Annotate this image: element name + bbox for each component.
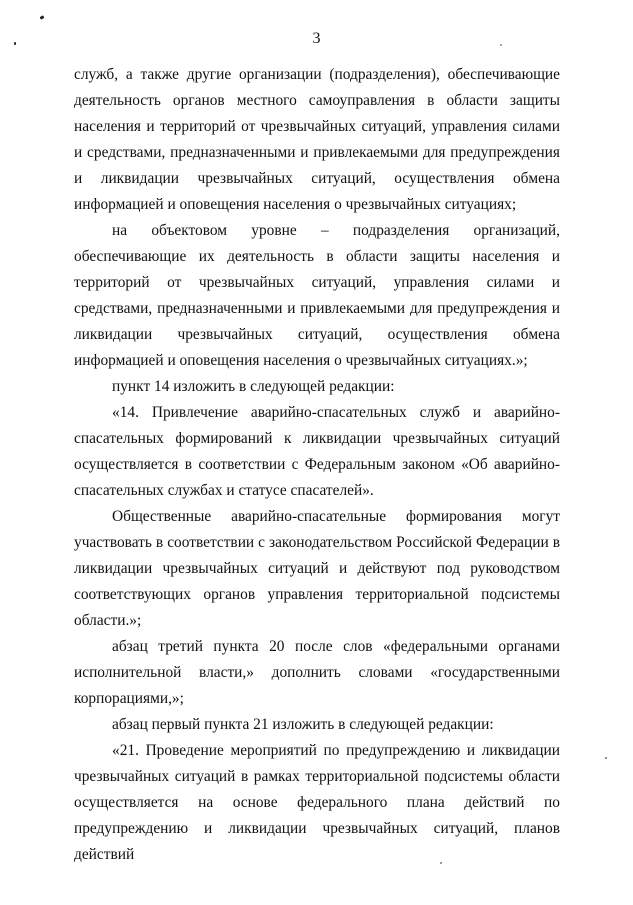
- scan-mark: [40, 15, 45, 20]
- paragraph: Общественные аварийно-спасательные формирования могут участвовать в соответствии с законодательством Российской Федерации в ликвидации чрезвычайных ситуаций и действуют под руководством соответствующих органов управления территориальной подсистемы области.»;: [74, 508, 560, 629]
- paragraph: на объектовом уровне – подразделения организаций, обеспечивающие их деятельность в области защиты населения и территорий от чрезвычайных ситуаций, управления силами и средствами, предназначенными и привлекаемыми для предупреждения и ликвидации чрезвычайных ситуаций, осуществления обмена информацией и оповещения населения о чрезвычайных ситуациях.»;: [74, 222, 560, 369]
- paragraph: абзац первый пункта 21 изложить в следующей редакции:: [112, 716, 494, 733]
- paragraph: служб, а также другие организации (подразделения), обеспечивающие деятельность органов местного самоуправления в области защиты населения и территорий от чрезвычайных ситуаций, управления силами и средствами, предназначенными и привлекаемыми для предупреждения и ликвидации чрезвычайных ситуаций, осуществления обмена информацией и оповещения населения о чрезвычайных ситуациях;: [74, 66, 560, 213]
- scan-mark: [605, 757, 607, 759]
- paragraph: «21. Проведение мероприятий по предупреждению и ликвидации чрезвычайных ситуаций в рамках территориальной подсистемы области осуществляется на основе федерального плана действий по предупреждению и ликвидации чрезвычайных ситуаций, планов действий: [74, 742, 560, 863]
- page-number: 3: [312, 30, 321, 47]
- paragraph: пункт 14 изложить в следующей редакции:: [112, 378, 395, 395]
- document-body: [74, 62, 560, 868]
- paragraph: абзац третий пункта 20 после слов «федеральными органами исполнительной власти,» дополнить словами «государственными корпорациями,»;: [74, 638, 560, 707]
- paragraph: «14. Привлечение аварийно-спасательных служб и аварийно-спасательных формирований к ликвидации чрезвычайных ситуаций осуществляется в соответствии с Федеральным законом «Об аварийно-спасательных службах и статусе спасателей».: [74, 404, 560, 499]
